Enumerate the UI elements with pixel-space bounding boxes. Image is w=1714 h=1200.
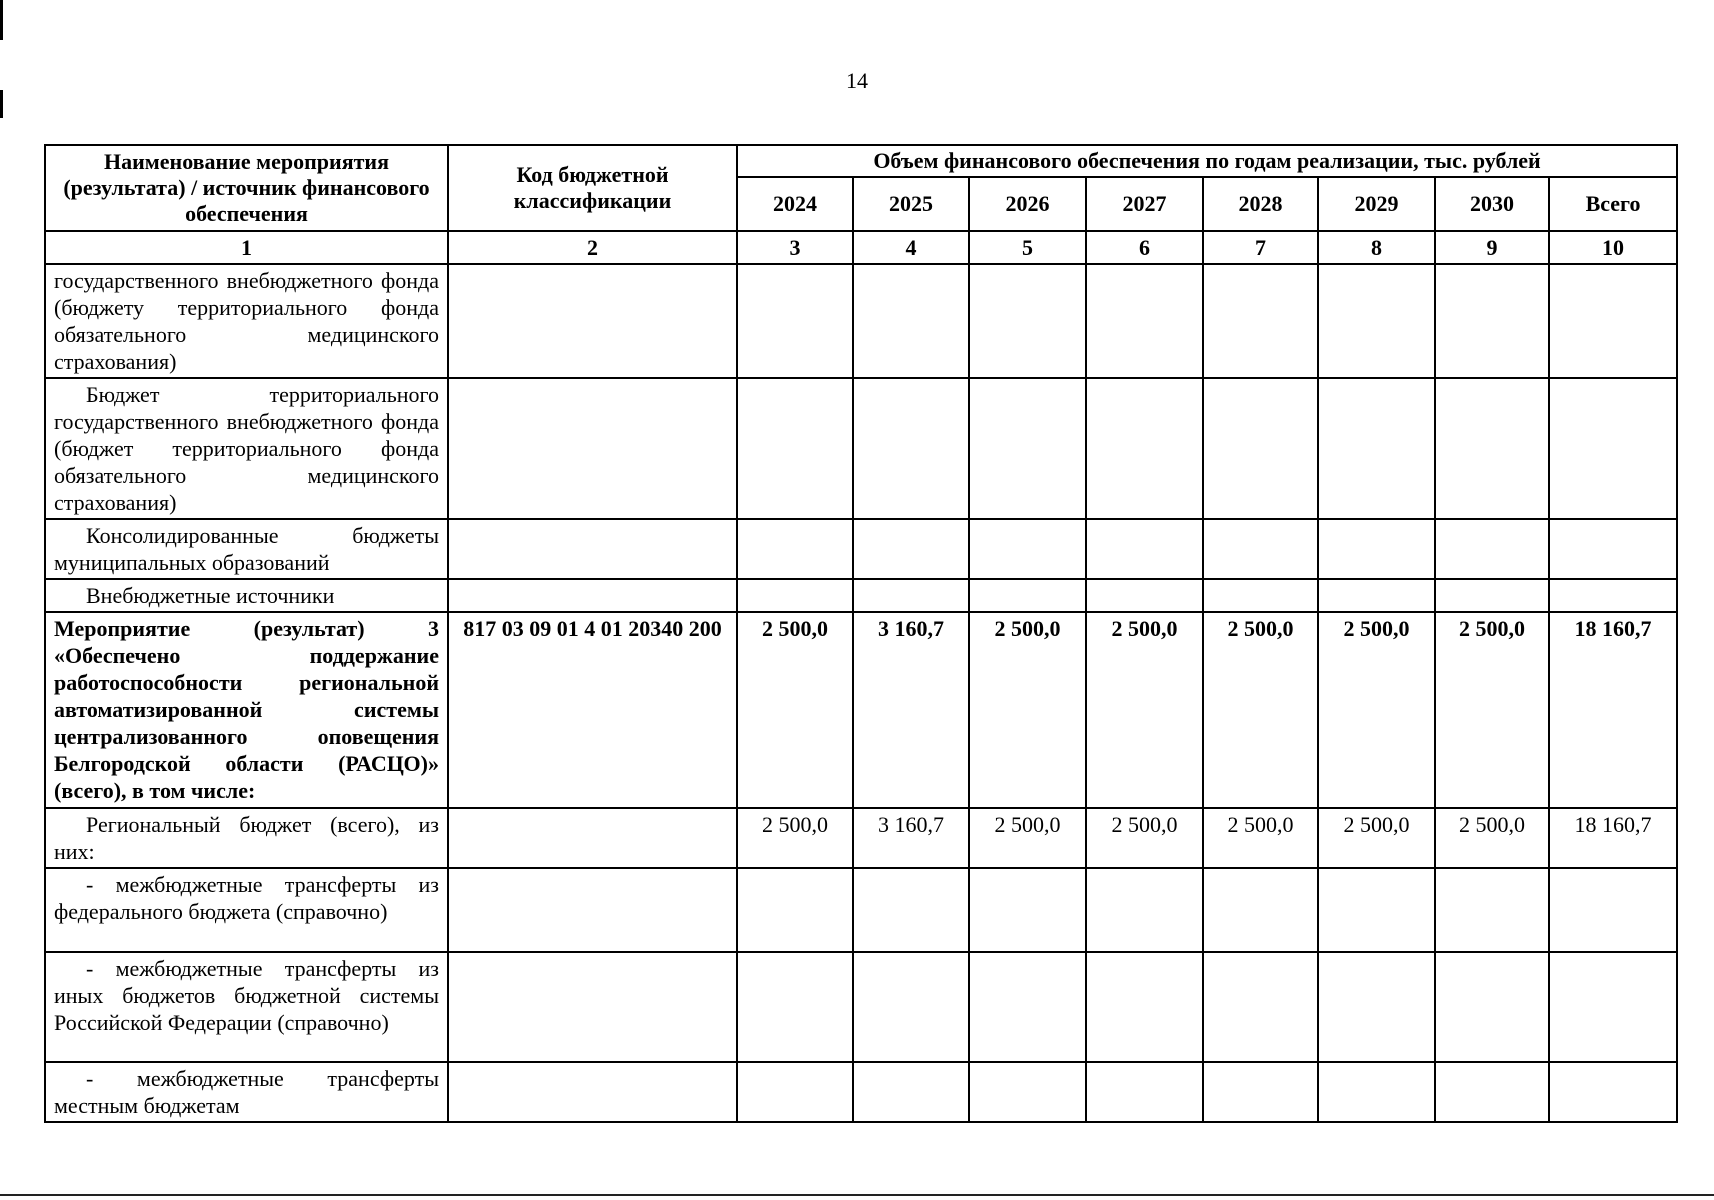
header-year: 2030 bbox=[1435, 177, 1549, 231]
row-value bbox=[1086, 1062, 1203, 1122]
row-value bbox=[1203, 868, 1318, 952]
row-value bbox=[1203, 1062, 1318, 1122]
row-name: - межбюджетные трансферты из иных бюджетов бюджетной системы Российской Федерации (справочно) bbox=[45, 952, 448, 1062]
row-value bbox=[969, 264, 1086, 378]
row-value bbox=[1086, 264, 1203, 378]
row-value bbox=[737, 264, 853, 378]
row-value bbox=[1549, 1062, 1677, 1122]
row-value bbox=[853, 579, 969, 612]
column-number: 4 bbox=[853, 231, 969, 264]
row-code bbox=[448, 868, 737, 952]
row-value bbox=[1318, 868, 1435, 952]
scan-edge-mark bbox=[0, 90, 3, 118]
row-value bbox=[1549, 579, 1677, 612]
row-value bbox=[737, 1062, 853, 1122]
row-value: 3 160,7 bbox=[853, 808, 969, 868]
row-value: 2 500,0 bbox=[1435, 808, 1549, 868]
header-event-name: Наименование мероприятия (результата) / источник финансового обеспечения bbox=[45, 145, 448, 231]
row-value bbox=[853, 378, 969, 519]
row-value bbox=[1435, 519, 1549, 579]
page-number: 14 bbox=[846, 68, 868, 93]
row-name: Бюджет территориального государственного внебюджетного фонда (бюджет территориального фонда обязательного медицинского страхования) bbox=[45, 378, 448, 519]
row-name: - межбюджетные трансферты из федерального бюджета (справочно) bbox=[45, 868, 448, 952]
row-code bbox=[448, 1062, 737, 1122]
row-value bbox=[969, 519, 1086, 579]
row-value: 2 500,0 bbox=[1318, 612, 1435, 808]
row-value: 18 160,7 bbox=[1549, 808, 1677, 868]
header-year: 2029 bbox=[1318, 177, 1435, 231]
row-value: 2 500,0 bbox=[1086, 612, 1203, 808]
header-year: 2026 bbox=[969, 177, 1086, 231]
row-value bbox=[737, 868, 853, 952]
row-value bbox=[737, 952, 853, 1062]
row-value bbox=[853, 519, 969, 579]
header-financing-volume: Объем финансового обеспечения по годам реализации, тыс. рублей bbox=[737, 145, 1677, 177]
row-value bbox=[737, 378, 853, 519]
column-number: 7 bbox=[1203, 231, 1318, 264]
row-value bbox=[1318, 1062, 1435, 1122]
row-value bbox=[853, 952, 969, 1062]
table-row bbox=[45, 264, 1677, 378]
row-code bbox=[448, 952, 737, 1062]
row-value: 2 500,0 bbox=[737, 808, 853, 868]
table-row bbox=[45, 378, 1677, 519]
table-row bbox=[45, 952, 1677, 1062]
table-row bbox=[45, 1062, 1677, 1122]
row-value bbox=[853, 264, 969, 378]
table-row bbox=[45, 868, 1677, 952]
row-value bbox=[1086, 868, 1203, 952]
row-name: Внебюджетные источники bbox=[45, 579, 448, 612]
header-year: 2027 bbox=[1086, 177, 1203, 231]
row-value bbox=[1549, 519, 1677, 579]
row-value bbox=[853, 868, 969, 952]
scan-bottom-edge bbox=[0, 1194, 1714, 1196]
row-value bbox=[1318, 378, 1435, 519]
scan-edge-mark bbox=[0, 0, 3, 40]
row-value bbox=[1318, 579, 1435, 612]
row-value bbox=[1203, 264, 1318, 378]
column-number: 9 bbox=[1435, 231, 1549, 264]
header-total: Всего bbox=[1549, 177, 1677, 231]
column-number: 10 bbox=[1549, 231, 1677, 264]
header-year: 2028 bbox=[1203, 177, 1318, 231]
row-value bbox=[1549, 952, 1677, 1062]
header-year: 2025 bbox=[853, 177, 969, 231]
row-name: Консолидированные бюджеты муниципальных образований bbox=[45, 519, 448, 579]
row-value: 2 500,0 bbox=[969, 612, 1086, 808]
row-name: Региональный бюджет (всего), из них: bbox=[45, 808, 448, 868]
row-value: 18 160,7 bbox=[1549, 612, 1677, 808]
row-value bbox=[1549, 264, 1677, 378]
table-row bbox=[45, 612, 1677, 808]
header-budget-code: Код бюджетной классификации bbox=[448, 145, 737, 231]
row-value bbox=[1086, 952, 1203, 1062]
row-value: 2 500,0 bbox=[969, 808, 1086, 868]
row-value bbox=[969, 952, 1086, 1062]
column-number: 2 bbox=[448, 231, 737, 264]
row-value bbox=[969, 868, 1086, 952]
row-value bbox=[1203, 519, 1318, 579]
row-value bbox=[1086, 519, 1203, 579]
row-name: - межбюджетные трансферты местным бюджетам bbox=[45, 1062, 448, 1122]
row-value bbox=[1435, 868, 1549, 952]
table-row bbox=[45, 579, 1677, 612]
row-value bbox=[737, 579, 853, 612]
row-value bbox=[1086, 579, 1203, 612]
row-value: 2 500,0 bbox=[737, 612, 853, 808]
column-number: 1 bbox=[45, 231, 448, 264]
row-value: 2 500,0 bbox=[1203, 612, 1318, 808]
row-value bbox=[853, 1062, 969, 1122]
row-code bbox=[448, 378, 737, 519]
row-value bbox=[1203, 378, 1318, 519]
financing-table bbox=[44, 144, 1678, 1123]
row-value bbox=[1549, 868, 1677, 952]
row-code bbox=[448, 264, 737, 378]
row-name: государственного внебюджетного фонда (бюджету территориального фонда обязательного медицинского страхования) bbox=[45, 264, 448, 378]
row-value bbox=[969, 378, 1086, 519]
column-number-row bbox=[45, 231, 1677, 264]
column-number: 8 bbox=[1318, 231, 1435, 264]
row-value bbox=[1318, 519, 1435, 579]
row-value bbox=[737, 519, 853, 579]
row-value bbox=[1435, 952, 1549, 1062]
column-number: 3 bbox=[737, 231, 853, 264]
table-row bbox=[45, 519, 1677, 579]
column-number: 5 bbox=[969, 231, 1086, 264]
row-value bbox=[1435, 579, 1549, 612]
row-value bbox=[1203, 952, 1318, 1062]
row-value: 2 500,0 bbox=[1203, 808, 1318, 868]
row-value bbox=[1549, 378, 1677, 519]
table-row bbox=[45, 808, 1677, 868]
row-value bbox=[1086, 378, 1203, 519]
row-value bbox=[1435, 264, 1549, 378]
row-code bbox=[448, 808, 737, 868]
row-value bbox=[1203, 579, 1318, 612]
row-value: 2 500,0 bbox=[1318, 808, 1435, 868]
row-code bbox=[448, 519, 737, 579]
row-value bbox=[1318, 952, 1435, 1062]
row-code: 817 03 09 01 4 01 20340 200 bbox=[448, 612, 737, 808]
row-value bbox=[1435, 378, 1549, 519]
row-value bbox=[1435, 1062, 1549, 1122]
row-code bbox=[448, 579, 737, 612]
column-number: 6 bbox=[1086, 231, 1203, 264]
header-year: 2024 bbox=[737, 177, 853, 231]
row-value bbox=[969, 579, 1086, 612]
row-value bbox=[1318, 264, 1435, 378]
row-name: Мероприятие (результат) 3 «Обеспечено поддержание работоспособности региональной автоматизированной системы централизованного оповещения Белгородской области (РАСЦО)» (всего), в том числе: bbox=[45, 612, 448, 808]
row-value: 3 160,7 bbox=[853, 612, 969, 808]
row-value bbox=[969, 1062, 1086, 1122]
row-value: 2 500,0 bbox=[1086, 808, 1203, 868]
row-value: 2 500,0 bbox=[1435, 612, 1549, 808]
